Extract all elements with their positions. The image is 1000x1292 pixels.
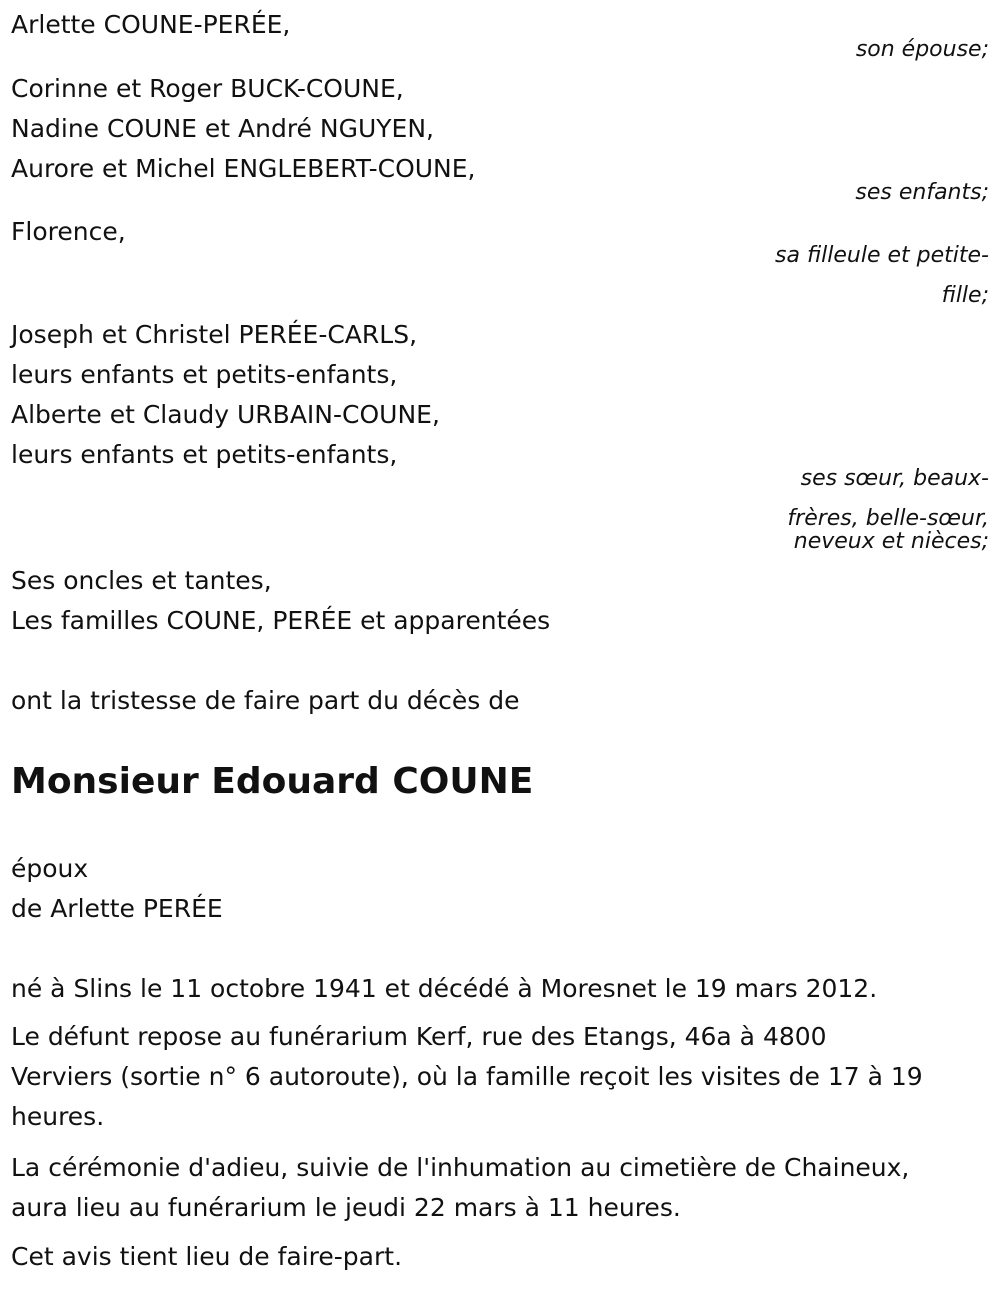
child-line: Corinne et Roger BUCK-COUNE, (11, 74, 404, 103)
ceremony-line: aura lieu au funérarium le jeudi 22 mars à 11 heures. (11, 1193, 681, 1222)
goddaughter-role: fille; (941, 283, 989, 308)
siblings-role: ses sœur, beaux- (800, 466, 989, 491)
spouse-role: son épouse; (855, 37, 989, 62)
spouse-line: époux (11, 854, 89, 883)
relatives-line: Ses oncles et tantes, (11, 566, 272, 595)
ceremony-line: La cérémonie d'adieu, suivie de l'inhumation au cimetière de Chaineux, (11, 1153, 910, 1182)
announcement-intro: ont la tristesse de faire part du décès de (11, 686, 520, 715)
deceased-name: Monsieur Edouard COUNE (11, 761, 534, 802)
child-line: Nadine COUNE et André NGUYEN, (11, 114, 434, 143)
relatives-line: Les familles COUNE, PERÉE et apparentées (11, 606, 551, 635)
birth-death-line: né à Slins le 11 octobre 1941 et décédé à Moresnet le 19 mars 2012. (11, 974, 878, 1003)
siblings-role: neveux et nièces; (793, 529, 989, 554)
sibling-line: leurs enfants et petits-enfants, (11, 440, 398, 469)
sibling-line: Alberte et Claudy URBAIN-COUNE, (11, 400, 440, 429)
closing-line: Cet avis tient lieu de faire-part. (11, 1242, 403, 1271)
goddaughter-role: sa filleule et petite- (775, 243, 989, 268)
spouse-line: de Arlette PERÉE (11, 894, 223, 923)
repose-line: Verviers (sortie n° 6 autoroute), où la famille reçoit les visites de 17 à 19 (11, 1062, 923, 1091)
sibling-line: Joseph et Christel PERÉE-CARLS, (11, 320, 418, 349)
spouse-name: Arlette COUNE-PERÉE, (11, 10, 291, 39)
repose-line: heures. (11, 1102, 105, 1131)
sibling-line: leurs enfants et petits-enfants, (11, 360, 398, 389)
child-line: Aurore et Michel ENGLEBERT-COUNE, (11, 154, 476, 183)
goddaughter-name: Florence, (11, 217, 126, 246)
children-role: ses enfants; (855, 180, 989, 205)
siblings-role: frères, belle-sœur, (787, 506, 989, 531)
repose-line: Le défunt repose au funérarium Kerf, rue des Etangs, 46a à 4800 (11, 1022, 827, 1051)
